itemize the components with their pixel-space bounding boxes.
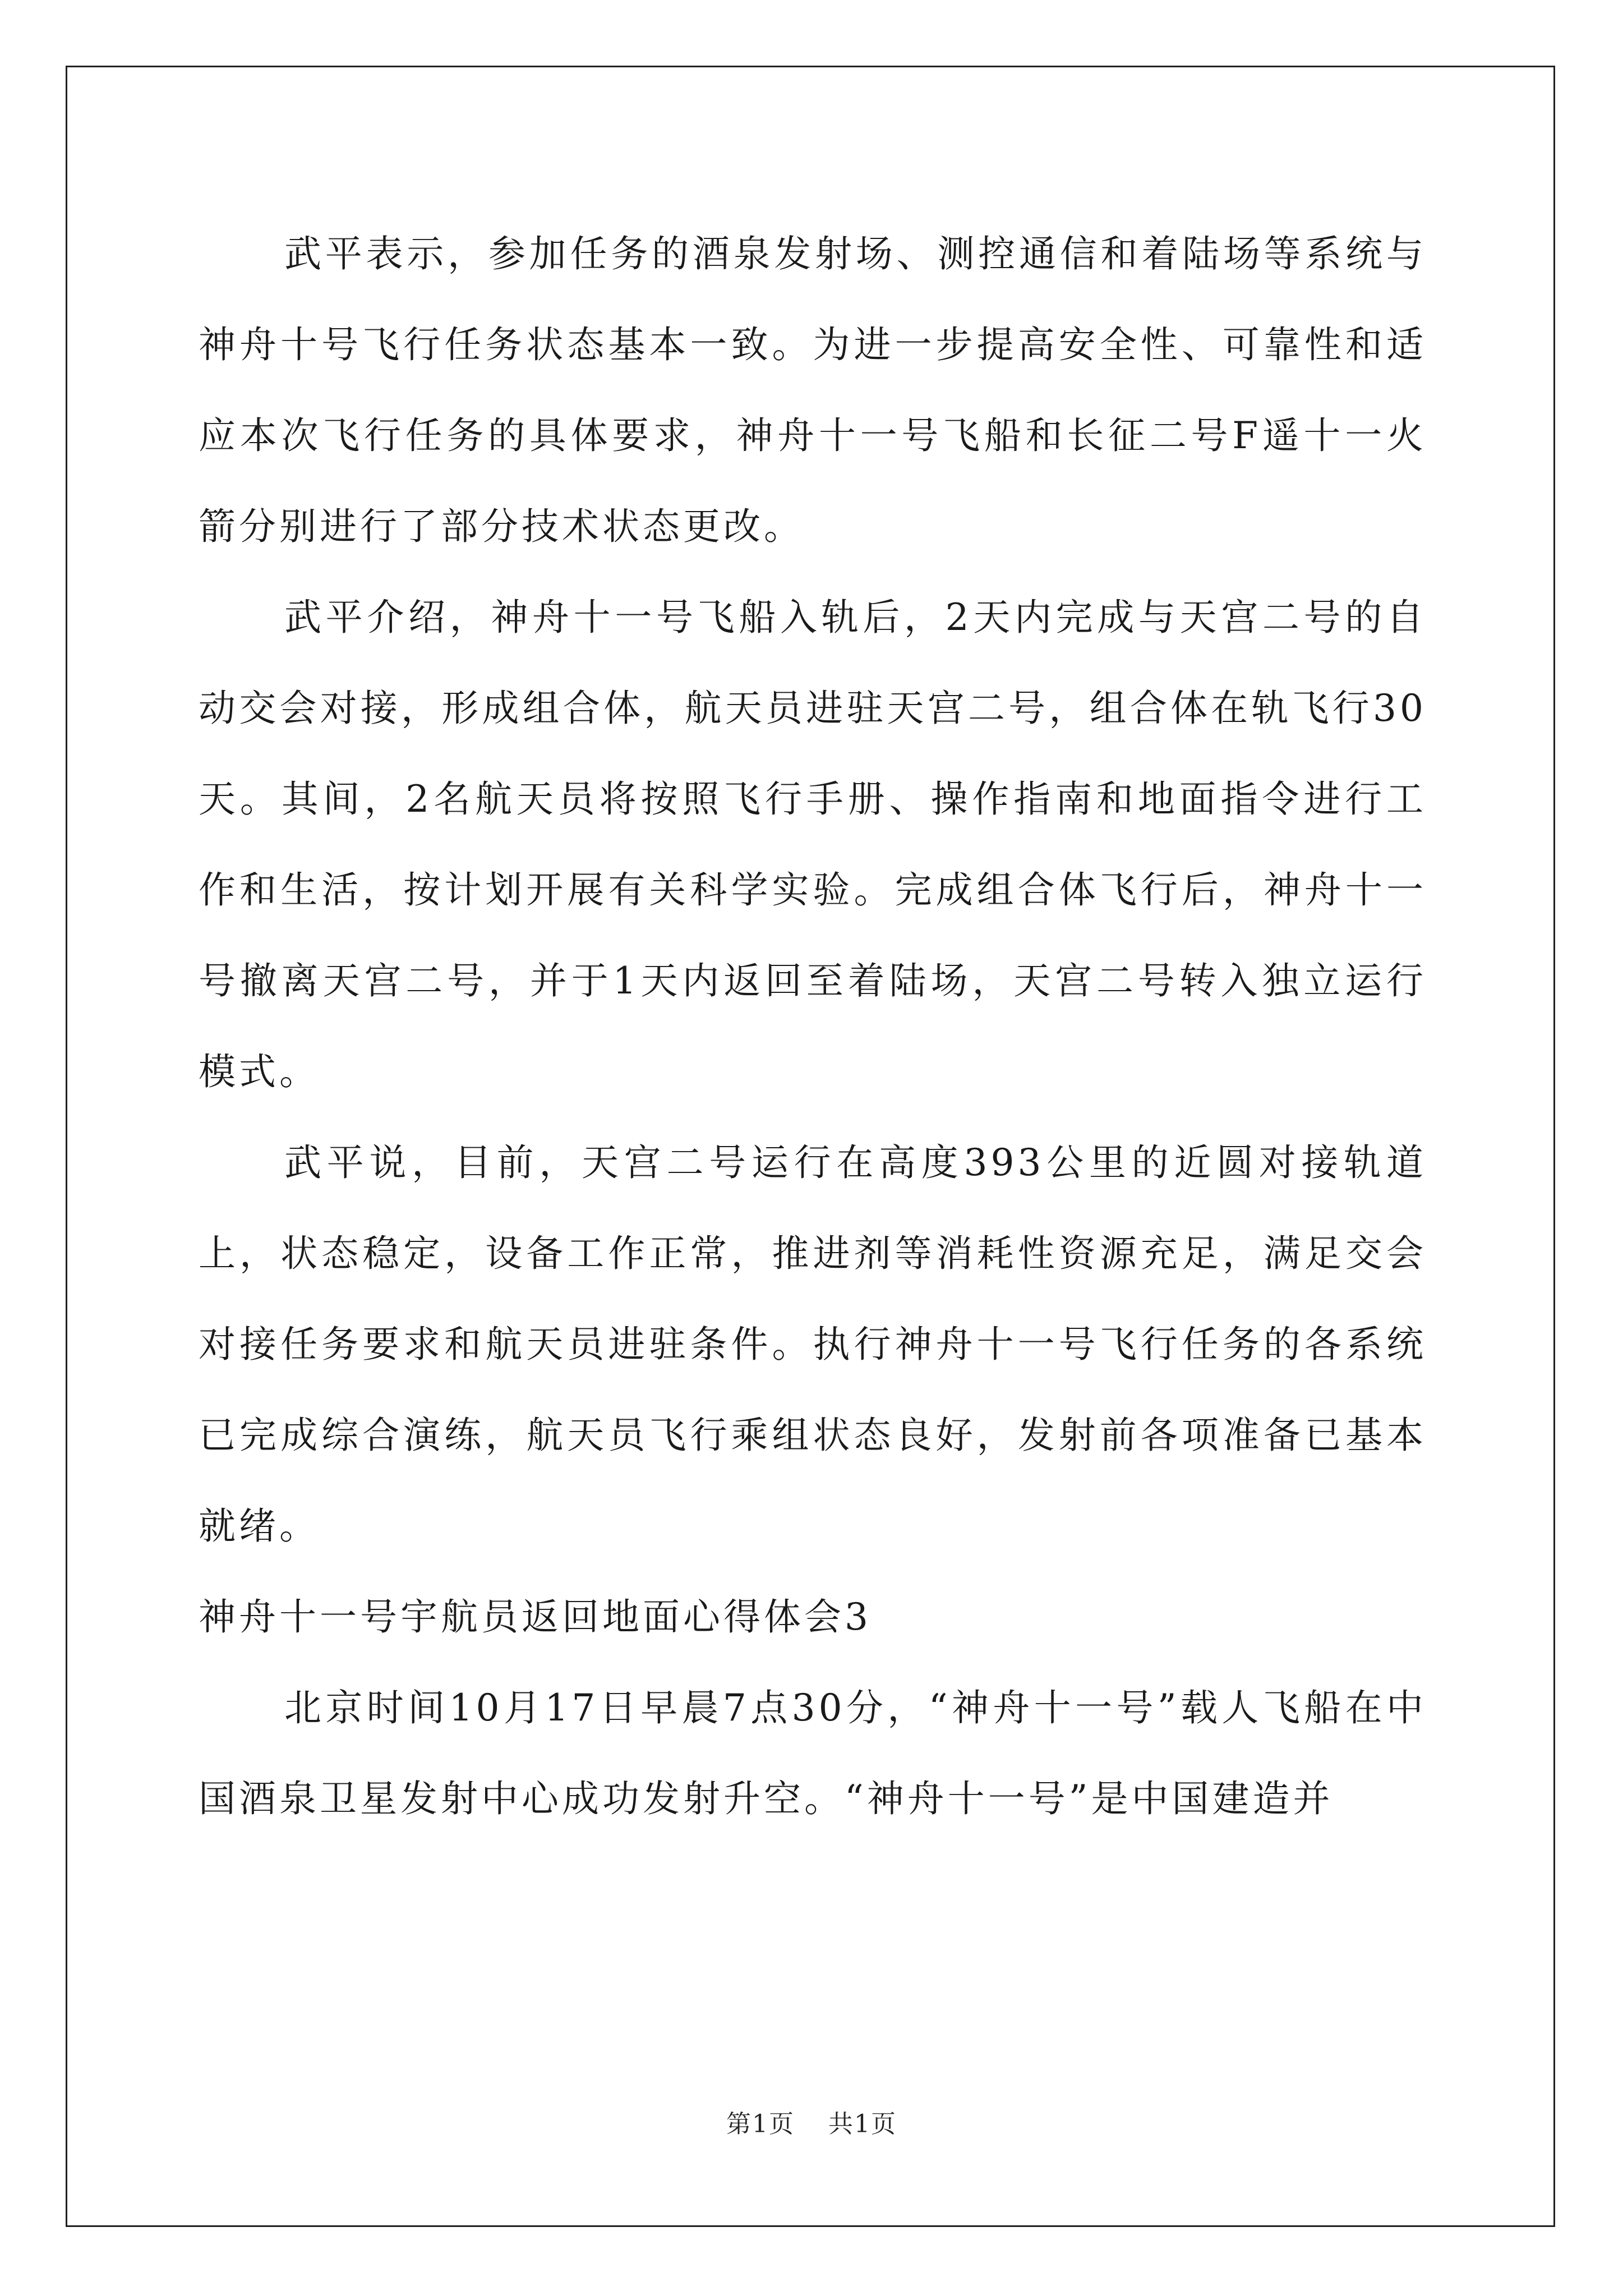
page-number: 第1页 <box>726 2110 795 2138</box>
paragraph-4: 北京时间10月17日早晨7点30分，“神舟十一号”载人飞船在中国酒泉卫星发射中心成功发射升空。“神舟十一号”是中国建造并 <box>199 1686 1427 1820</box>
section-heading: 神舟十一号宇航员返回地面心得体会3 <box>199 1595 872 1639</box>
page-total: 共1页 <box>828 2110 897 2138</box>
document-body <box>199 209 1427 1844</box>
paragraph-3: 武平说，目前，天宫二号运行在高度393公里的近圆对接轨道上，状态稳定，设备工作正常，推进剂等消耗性资源充足，满足交会对接任务要求和航天员进驻条件。执行神舟十一号飞行任务的各系统已完成综合演练，航天员飞行乘组状态良好，发射前各项准备已基本就绪。 <box>199 1141 1427 1548</box>
page-footer <box>0 2104 1623 2139</box>
paragraph-2: 武平介绍，神舟十一号飞船入轨后，2天内完成与天宫二号的自动交会对接，形成组合体，航天员进驻天宫二号，组合体在轨飞行30天。其间，2名航天员将按照飞行手册、操作指南和地面指令进行工作和生活，按计划开展有关科学实验。完成组合体飞行后，神舟十一号撤离天宫二号，并于1天内返回至着陆场，天宫二号转入独立运行模式。 <box>199 596 1427 1093</box>
paragraph-1: 武平表示，参加任务的酒泉发射场、测控通信和着陆场等系统与神舟十号飞行任务状态基本一致。为进一步提高安全性、可靠性和适应本次飞行任务的具体要求，神舟十一号飞船和长征二号F遥十一火箭分别进行了部分技术状态更改。 <box>199 232 1427 548</box>
